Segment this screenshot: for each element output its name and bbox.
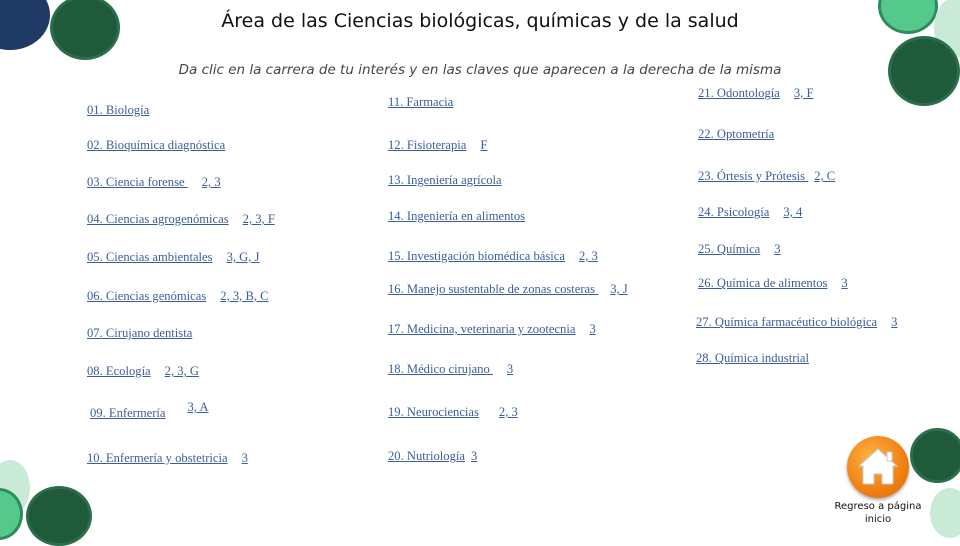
career-item-05[interactable] xyxy=(87,250,259,265)
career-item-20[interactable] xyxy=(388,449,477,464)
page-title: Área de las Ciencias biológicas, químicas y de la salud xyxy=(221,10,739,32)
decorative-circle xyxy=(26,486,92,546)
career-link[interactable]: 10. Enfermería y obstetricia xyxy=(87,451,228,465)
career-item-10[interactable] xyxy=(87,451,248,466)
career-item-27[interactable] xyxy=(696,315,897,330)
career-codes[interactable]: 3, F xyxy=(793,86,814,100)
career-codes[interactable]: 3, 4 xyxy=(783,205,803,219)
career-link[interactable]: 26. Química de alimentos xyxy=(698,276,828,290)
career-link[interactable]: 20. Nutriología xyxy=(388,449,465,463)
career-link[interactable]: 24. Psicología xyxy=(698,205,770,219)
home-caption-line: inicio xyxy=(864,514,892,525)
home-caption-line: Regreso a página xyxy=(834,501,922,512)
career-item-01[interactable] xyxy=(87,103,149,118)
career-codes[interactable]: 3 xyxy=(241,451,248,465)
home-caption xyxy=(822,500,934,526)
career-link[interactable]: 05. Ciencias ambientales xyxy=(87,250,213,264)
career-codes[interactable]: 2, 3, G xyxy=(164,364,199,378)
career-codes[interactable]: 3 xyxy=(506,362,514,376)
career-codes[interactable]: 2, 3, F xyxy=(242,212,275,226)
career-item-07[interactable] xyxy=(87,326,192,341)
decorative-circle xyxy=(910,428,960,483)
career-link[interactable]: 23. Órtesis y Prótesis xyxy=(698,169,809,183)
career-item-02[interactable] xyxy=(87,138,225,153)
career-link[interactable]: 19. Neurociencias xyxy=(388,405,479,419)
career-link[interactable]: 07. Cirujano dentista xyxy=(87,326,193,340)
career-link[interactable]: 15. Investigación biomédica básica xyxy=(388,249,565,263)
career-item-19[interactable] xyxy=(388,405,518,420)
career-codes[interactable]: 3 xyxy=(891,315,898,329)
career-link[interactable]: 11. Farmacia xyxy=(388,95,454,109)
career-item-25[interactable] xyxy=(698,242,781,257)
career-link[interactable]: 27. Química farmacéutico biológica xyxy=(696,315,878,329)
career-item-11[interactable] xyxy=(388,95,453,110)
career-link[interactable]: 28. Química industrial xyxy=(696,351,809,365)
career-item-09[interactable] xyxy=(90,400,209,421)
career-codes[interactable]: 3 xyxy=(841,276,848,290)
career-item-15[interactable] xyxy=(388,249,598,264)
page-subtitle: Da clic en la carrera de tu interés y en las claves que aparecen a la derecha de la misma xyxy=(178,62,782,78)
career-item-14[interactable] xyxy=(388,209,525,224)
career-link[interactable]: 21. Odontología xyxy=(698,86,780,100)
career-item-04[interactable] xyxy=(87,212,275,227)
career-item-12[interactable] xyxy=(388,138,487,153)
career-item-24[interactable] xyxy=(698,205,802,220)
career-link[interactable]: 12. Fisioterapia xyxy=(388,138,467,152)
career-item-18[interactable] xyxy=(388,362,513,377)
career-codes[interactable]: F xyxy=(480,138,488,152)
career-link[interactable]: 25. Química xyxy=(698,242,761,256)
career-item-28[interactable] xyxy=(696,351,809,366)
career-item-03[interactable] xyxy=(87,175,221,190)
career-item-08[interactable] xyxy=(87,364,199,379)
career-codes[interactable]: 2, 3 xyxy=(578,249,598,263)
career-link[interactable]: 13. Ingeniería agrícola xyxy=(388,173,502,187)
career-codes[interactable]: 3 xyxy=(774,242,781,256)
career-link[interactable]: 09. Enfermería xyxy=(90,406,166,420)
career-codes[interactable]: 2, 3 xyxy=(201,175,221,189)
career-link[interactable]: 06. Ciencias genómicas xyxy=(87,289,207,303)
career-item-21[interactable] xyxy=(698,86,813,101)
career-codes[interactable]: 2, 3, B, C xyxy=(220,289,269,303)
career-link[interactable]: 02. Bioquímica diagnóstica xyxy=(87,138,226,152)
career-item-16[interactable] xyxy=(388,282,628,297)
career-codes[interactable]: 3, J xyxy=(610,282,628,296)
career-codes[interactable]: 3, A xyxy=(187,400,209,414)
career-link[interactable]: 01. Biología xyxy=(87,103,150,117)
career-codes[interactable]: 3, G, J xyxy=(226,250,260,264)
home-icon xyxy=(847,436,909,498)
career-link[interactable]: 17. Medicina, veterinaria y zootecnia xyxy=(388,322,576,336)
career-item-22[interactable] xyxy=(698,127,774,142)
career-codes[interactable]: 3 xyxy=(470,449,478,463)
career-link[interactable]: 14. Ingeniería en alimentos xyxy=(388,209,526,223)
career-codes[interactable]: 3 xyxy=(589,322,596,336)
career-link[interactable]: 16. Manejo sustentable de zonas costeras xyxy=(388,282,599,296)
career-codes[interactable]: 2, 3 xyxy=(498,405,518,419)
career-item-13[interactable] xyxy=(388,173,502,188)
career-item-23[interactable] xyxy=(698,169,835,184)
career-link[interactable]: 03. Ciencia forense xyxy=(87,175,188,189)
career-link[interactable]: 22. Optometría xyxy=(698,127,775,141)
decorative-circle xyxy=(930,488,960,538)
career-link[interactable]: 18. Médico cirujano xyxy=(388,362,493,376)
career-codes[interactable]: 2, C xyxy=(814,169,836,183)
career-item-26[interactable] xyxy=(698,276,848,291)
career-item-17[interactable] xyxy=(388,322,596,337)
career-link[interactable]: 04. Ciencias agrogenómicas xyxy=(87,212,229,226)
home-button[interactable] xyxy=(847,436,909,498)
career-item-06[interactable] xyxy=(87,289,269,304)
career-link[interactable]: 08. Ecología xyxy=(87,364,151,378)
